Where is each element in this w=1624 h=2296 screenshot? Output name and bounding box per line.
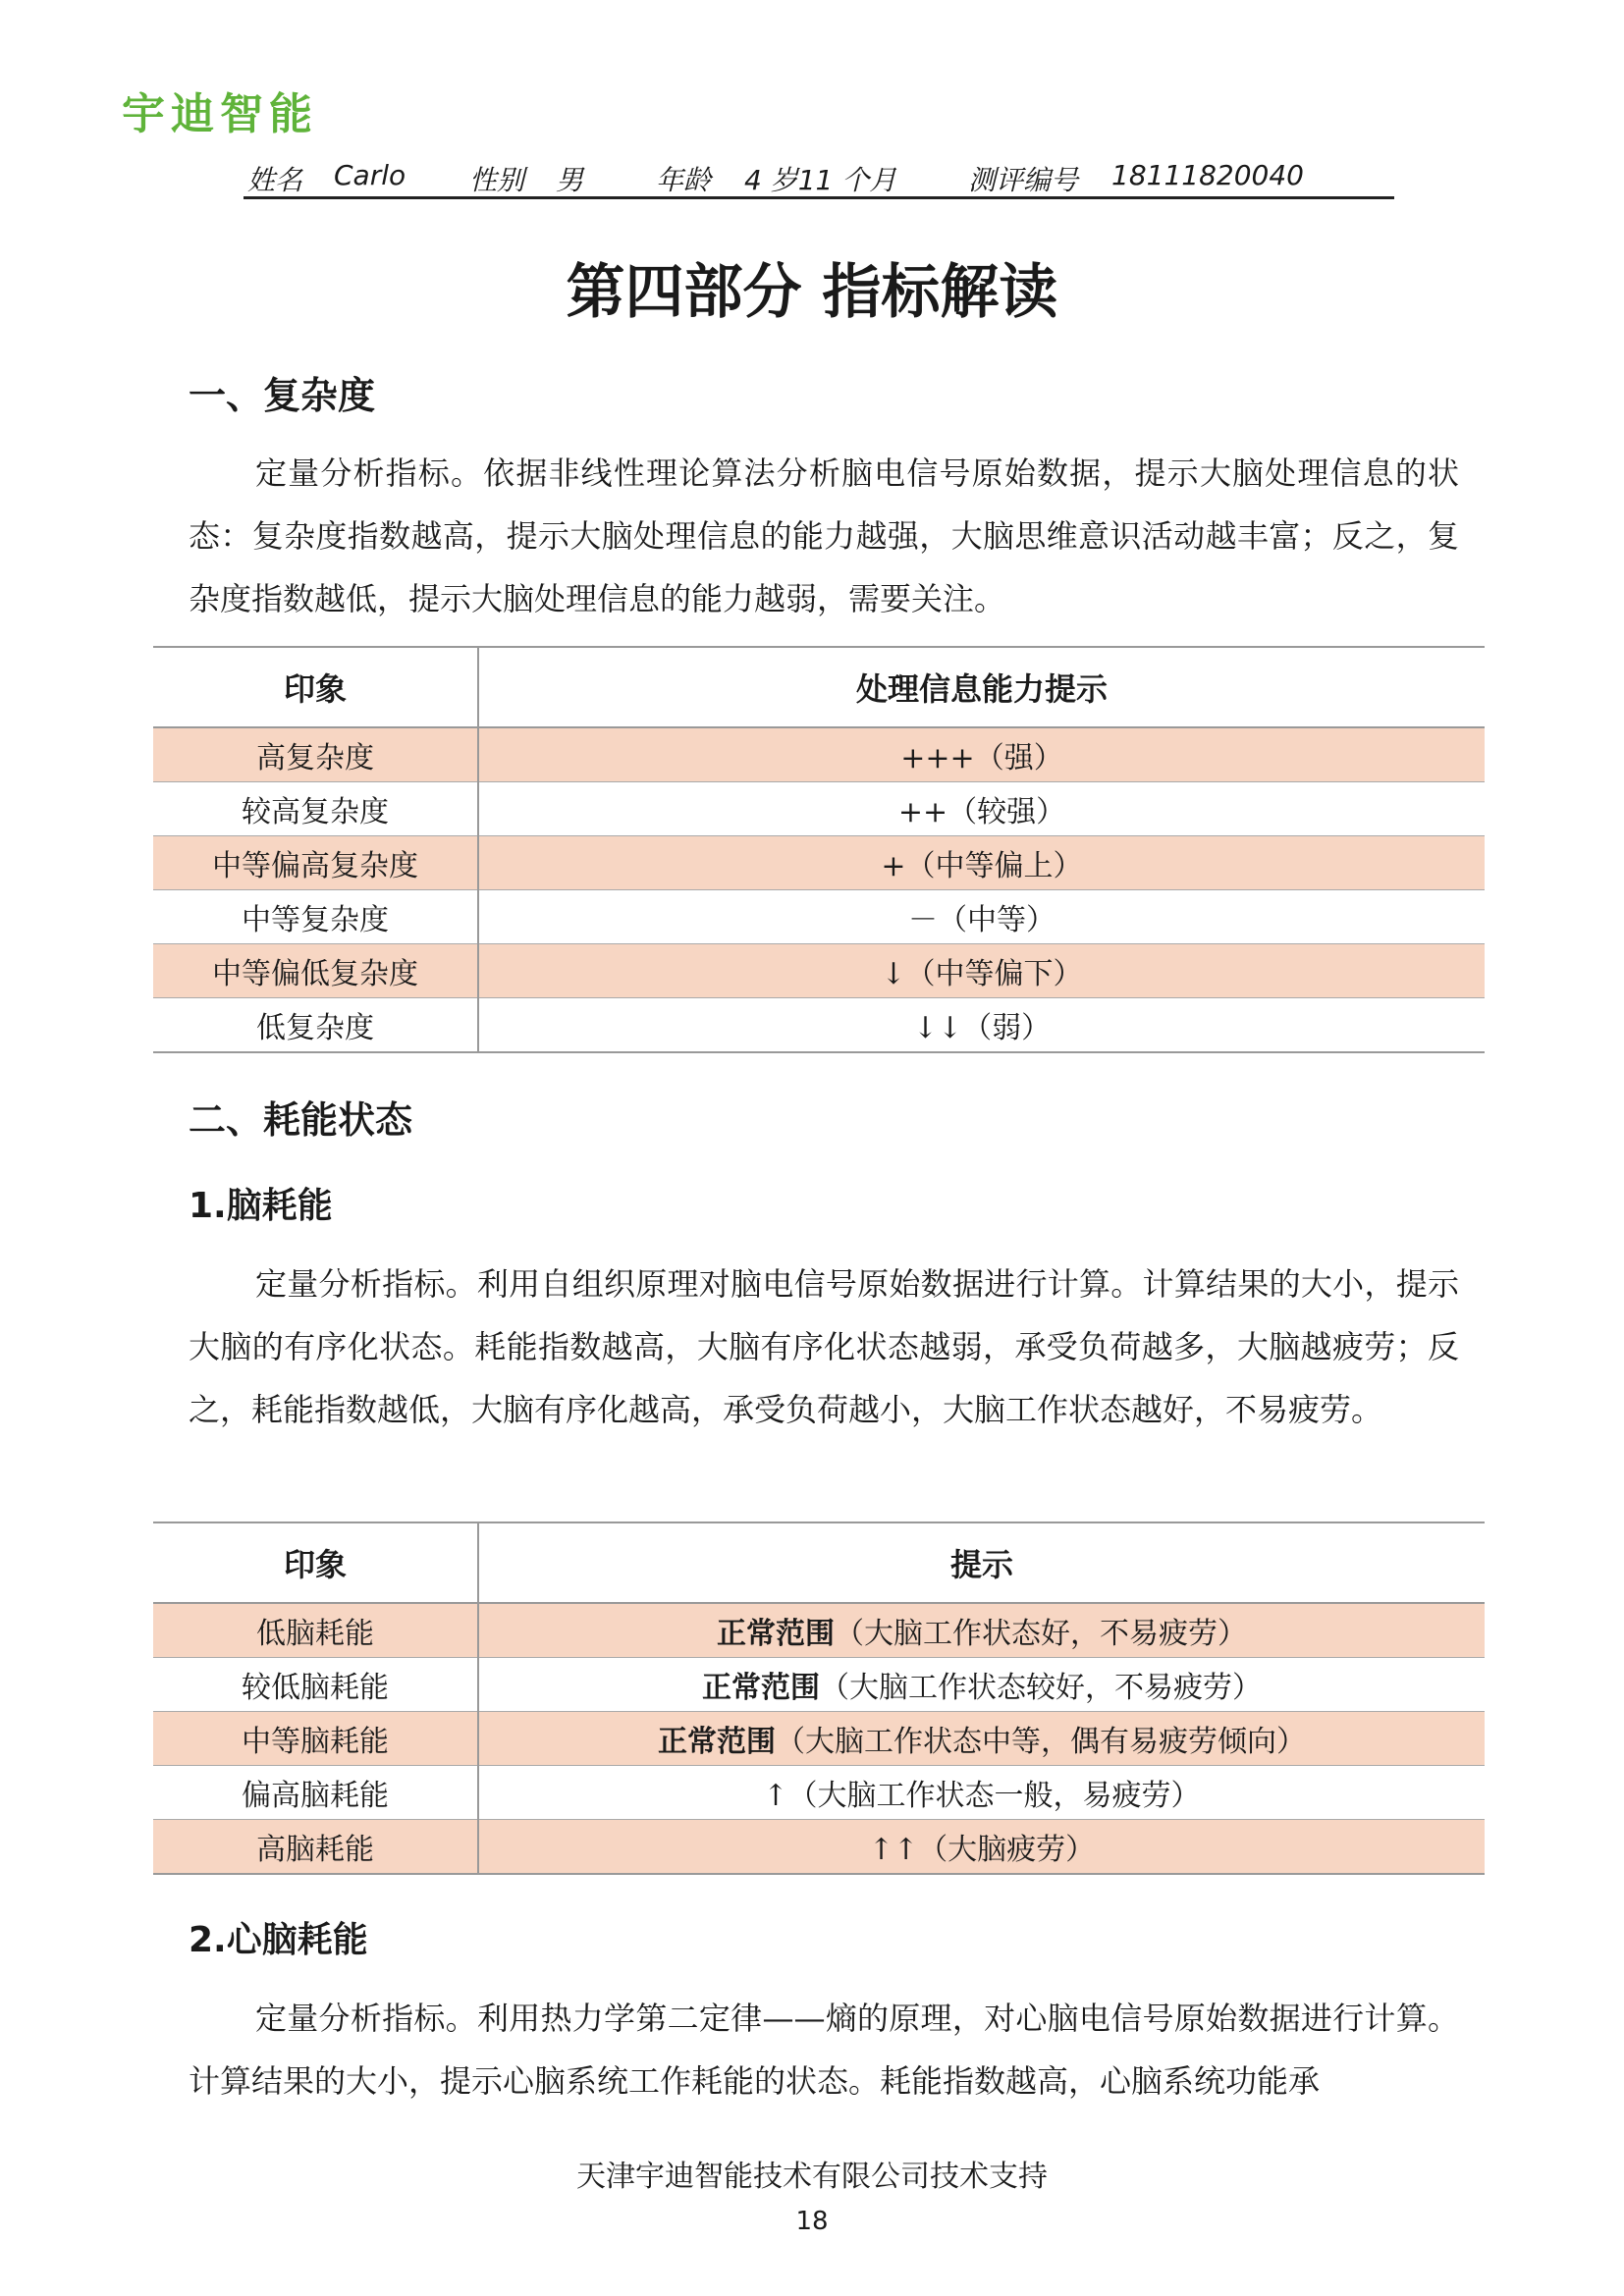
company-logo: 宇迪智能 (122, 89, 318, 139)
brain-energy-table (153, 1522, 1485, 1875)
table-row (153, 1820, 1485, 1875)
col-header-hint: 提示 (478, 1522, 1485, 1603)
name-value: Carlo (334, 159, 406, 191)
hint-cell (478, 1712, 1485, 1766)
impression-cell: 中等偏高复杂度 (153, 836, 478, 890)
hint-text: （大脑工作状态好，不易疲劳） (835, 1617, 1247, 1651)
table-row (153, 836, 1485, 890)
complexity-paragraph: 定量分析指标。依据非线性理论算法分析脑电信号原始数据，提示大脑处理信息的状态：复杂度指数越高，提示大脑处理信息的能力越强，大脑思维意识活动越丰富；反之，复杂度指数越低，提示大脑处理信息的能力越弱，需要关注。 (189, 454, 1459, 617)
impression-cell: 较低脑耗能 (153, 1658, 478, 1712)
table-row (153, 727, 1485, 782)
hint-cell: +（中等偏上） (478, 836, 1485, 890)
impression-cell: 低复杂度 (153, 998, 478, 1053)
complexity-table (153, 646, 1485, 1053)
age-label: 年龄 (656, 164, 712, 196)
hint-cell: －（中等） (478, 890, 1485, 944)
normal-range-label: 正常范围 (658, 1725, 776, 1759)
brain-energy-paragraph: 定量分析指标。利用自组织原理对脑电信号原始数据进行计算。计算结果的大小，提示大脑的有序化状态。耗能指数越高，大脑有序化状态越弱，承受负荷越多，大脑越疲劳；反之，耗能指数越低，大脑有序化越高，承受负荷越小，大脑工作状态越好，不易疲劳。 (189, 1265, 1459, 1428)
table-row (153, 890, 1485, 944)
table-header-row (153, 647, 1485, 727)
age-value: 4 岁11 个月 (744, 164, 897, 196)
col-header-hint: 处理信息能力提示 (478, 647, 1485, 727)
id-label: 测评编号 (968, 164, 1079, 196)
impression-cell: 中等偏低复杂度 (153, 944, 478, 998)
table-row (153, 1603, 1485, 1658)
section-heading-complexity: 一、复杂度 (189, 374, 376, 417)
impression-cell: 较高复杂度 (153, 782, 478, 836)
hint-cell (478, 1766, 1485, 1820)
col-header-impression: 印象 (153, 1522, 478, 1603)
name-label: 姓名 (247, 164, 303, 196)
impression-cell: 高复杂度 (153, 727, 478, 782)
impression-cell: 中等复杂度 (153, 890, 478, 944)
heart-brain-energy-paragraph: 定量分析指标。利用热力学第二定律——熵的原理，对心脑电信号原始数据进行计算。计算结果的大小，提示心脑系统工作耗能的状态。耗能指数越高，心脑系统功能承 (189, 2000, 1459, 2100)
id-value: 18111820040 (1111, 159, 1304, 191)
hint-cell (478, 1820, 1485, 1875)
hint-text: ↑↑（大脑疲劳） (868, 1833, 1096, 1867)
section-heading-energy: 二、耗能状态 (189, 1098, 413, 1142)
subsection-heading-brain-energy: 1.脑耗能 (189, 1186, 333, 1226)
hint-text: （大脑工作状态较好，不易疲劳） (820, 1671, 1262, 1705)
table-row (153, 1712, 1485, 1766)
hint-cell: ↓（中等偏下） (478, 944, 1485, 998)
table-header-row (153, 1522, 1485, 1603)
footer-text: 天津宇迪智能技术有限公司技术支持 (576, 2160, 1048, 2194)
page-title: 第四部分 指标解读 (566, 258, 1058, 327)
subsection-heading-heart-brain-energy: 2.心脑耗能 (189, 1920, 368, 1960)
table-row (153, 1658, 1485, 1712)
patient-info-bar (244, 157, 1394, 199)
table-row (153, 998, 1485, 1053)
gender-value: 男 (556, 164, 584, 196)
hint-text: ↑（大脑工作状态一般，易疲劳） (763, 1779, 1201, 1813)
impression-cell: 低脑耗能 (153, 1603, 478, 1658)
normal-range-label: 正常范围 (717, 1617, 835, 1651)
hint-cell: ++（较强） (478, 782, 1485, 836)
impression-cell: 中等脑耗能 (153, 1712, 478, 1766)
table-row (153, 944, 1485, 998)
col-header-impression: 印象 (153, 647, 478, 727)
gender-label: 性别 (469, 164, 525, 196)
hint-cell: ↓↓（弱） (478, 998, 1485, 1053)
impression-cell: 偏高脑耗能 (153, 1766, 478, 1820)
hint-cell (478, 1603, 1485, 1658)
impression-cell: 高脑耗能 (153, 1820, 478, 1875)
page-number: 18 (795, 2207, 829, 2236)
table-row (153, 782, 1485, 836)
table-row (153, 1766, 1485, 1820)
hint-text: （大脑工作状态中等，偶有易疲劳倾向） (776, 1725, 1306, 1759)
hint-cell (478, 1658, 1485, 1712)
hint-cell: +++（强） (478, 727, 1485, 782)
normal-range-label: 正常范围 (702, 1671, 820, 1705)
